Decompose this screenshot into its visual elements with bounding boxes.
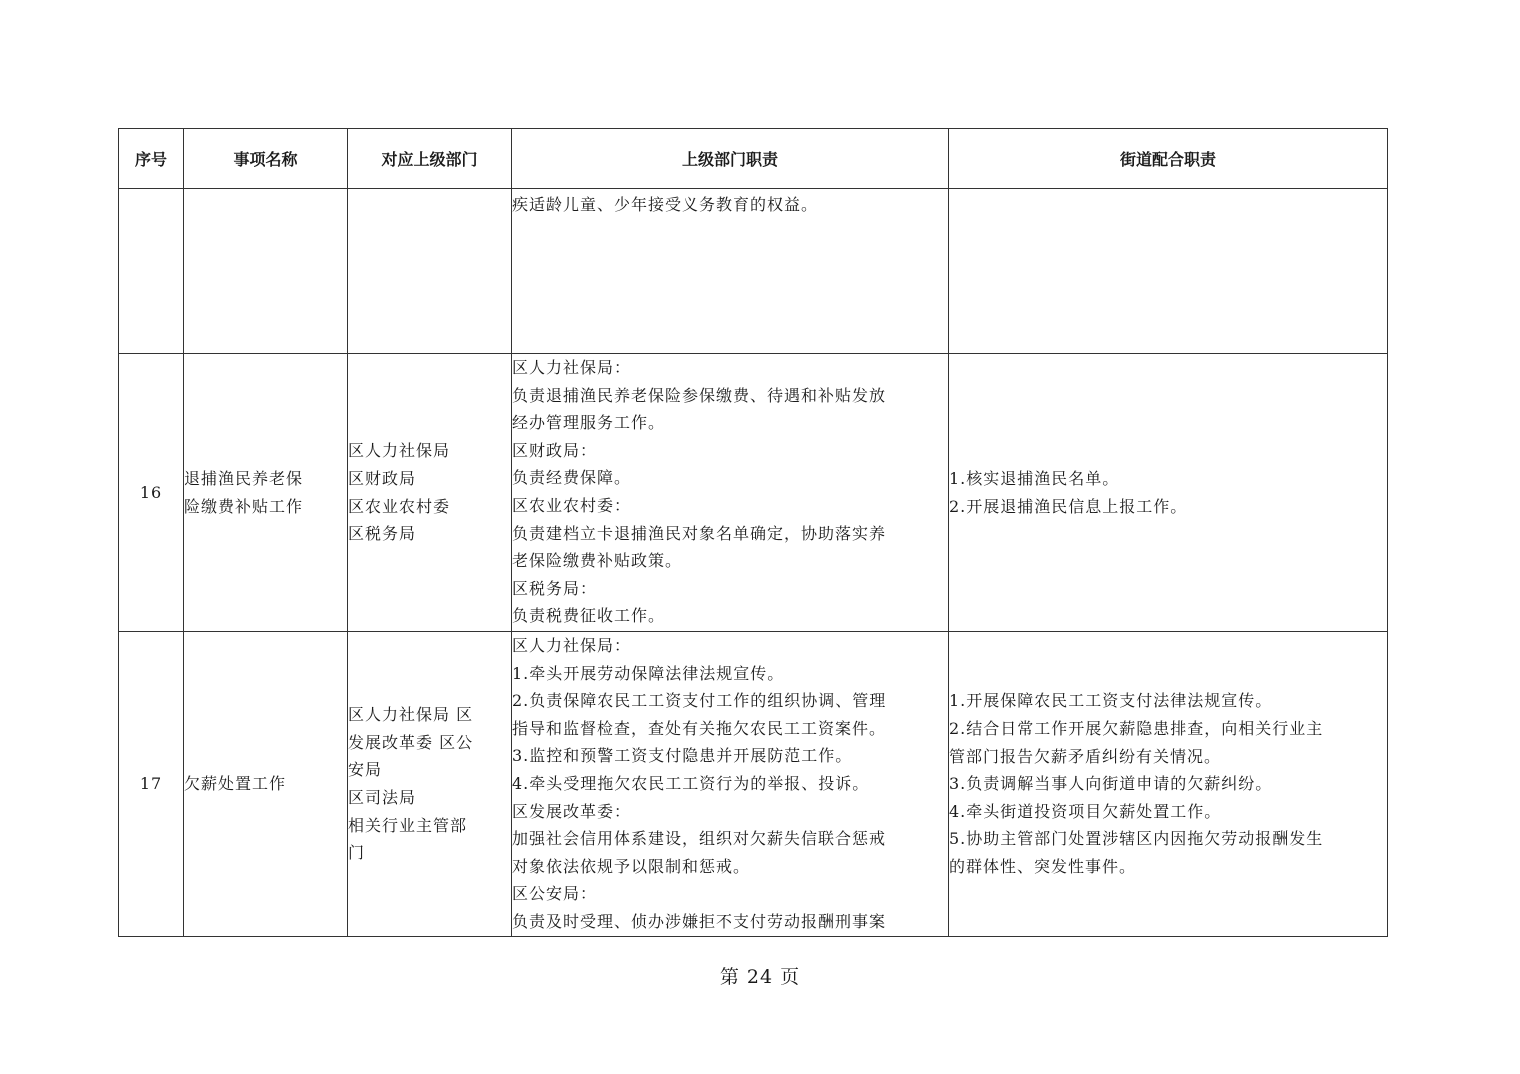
street-duty: 1.开展保障农民工工资支付法律法规宣传。 2.结合日常工作开展欠薪隐患排查，向相关行业主 管部门报告欠薪矛盾纠纷有关情况。 3.负责调解当事人向街道申请的欠薪纠纷。 4.牵头街道投资项目欠薪处置工作。 5.协助主管部门处置涉辖区内因拖欠劳动报酬发生 的群体性、突发性事件。 [949, 632, 1388, 937]
superior-duty: 疾适龄儿童、少年接受义务教育的权益。 [512, 189, 949, 354]
superior-duty: 区人力社保局： 1.牵头开展劳动保障法律法规宣传。 2.负责保障农民工工资支付工作的组织协调、管理 指导和监督检查，查处有关拖欠农民工工资案件。 3.监控和预警工资支付隐患并开展防范工作。 4.牵头受理拖欠农民工工资行为的举报、投诉。 区发展改革委： 加强社会信用体系建设，组织对欠薪失信联合惩戒 对象依法依规予以限制和惩戒。 区公安局： 负责及时受理、侦办涉嫌拒不支付劳动报酬刑事案 [512, 632, 949, 937]
street-duty [949, 189, 1388, 354]
item-name: 欠薪处置工作 [184, 632, 348, 937]
street-duty: 1.核实退捕渔民名单。 2.开展退捕渔民信息上报工作。 [949, 354, 1388, 632]
table-header-row [119, 129, 1388, 189]
item-name [184, 189, 348, 354]
header-superior-duty: 上级部门职责 [512, 129, 949, 189]
row-number [119, 189, 184, 354]
header-item-name: 事项名称 [184, 129, 348, 189]
row-number: 17 [119, 632, 184, 937]
table-row [119, 189, 1388, 354]
item-name: 退捕渔民养老保 险缴费补贴工作 [184, 354, 348, 632]
header-no: 序号 [119, 129, 184, 189]
superior-dept: 区人力社保局 区 发展改革委 区公 安局 区司法局 相关行业主管部 门 [348, 632, 512, 937]
superior-dept: 区人力社保局 区财政局 区农业农村委 区税务局 [348, 354, 512, 632]
table-row [119, 354, 1388, 632]
table-row [119, 632, 1388, 937]
superior-dept [348, 189, 512, 354]
row-number: 16 [119, 354, 184, 632]
header-superior-dept: 对应上级部门 [348, 129, 512, 189]
header-street-duty: 街道配合职责 [949, 129, 1388, 189]
page-number: 第 24 页 [719, 966, 801, 988]
superior-duty: 区人力社保局： 负责退捕渔民养老保险参保缴费、待遇和补贴发放 经办管理服务工作。 区财政局： 负责经费保障。 区农业农村委： 负责建档立卡退捕渔民对象名单确定，协助落实养 老保险缴费补贴政策。 区税务局： 负责税费征收工作。 [512, 354, 949, 632]
duty-table [118, 128, 1388, 937]
